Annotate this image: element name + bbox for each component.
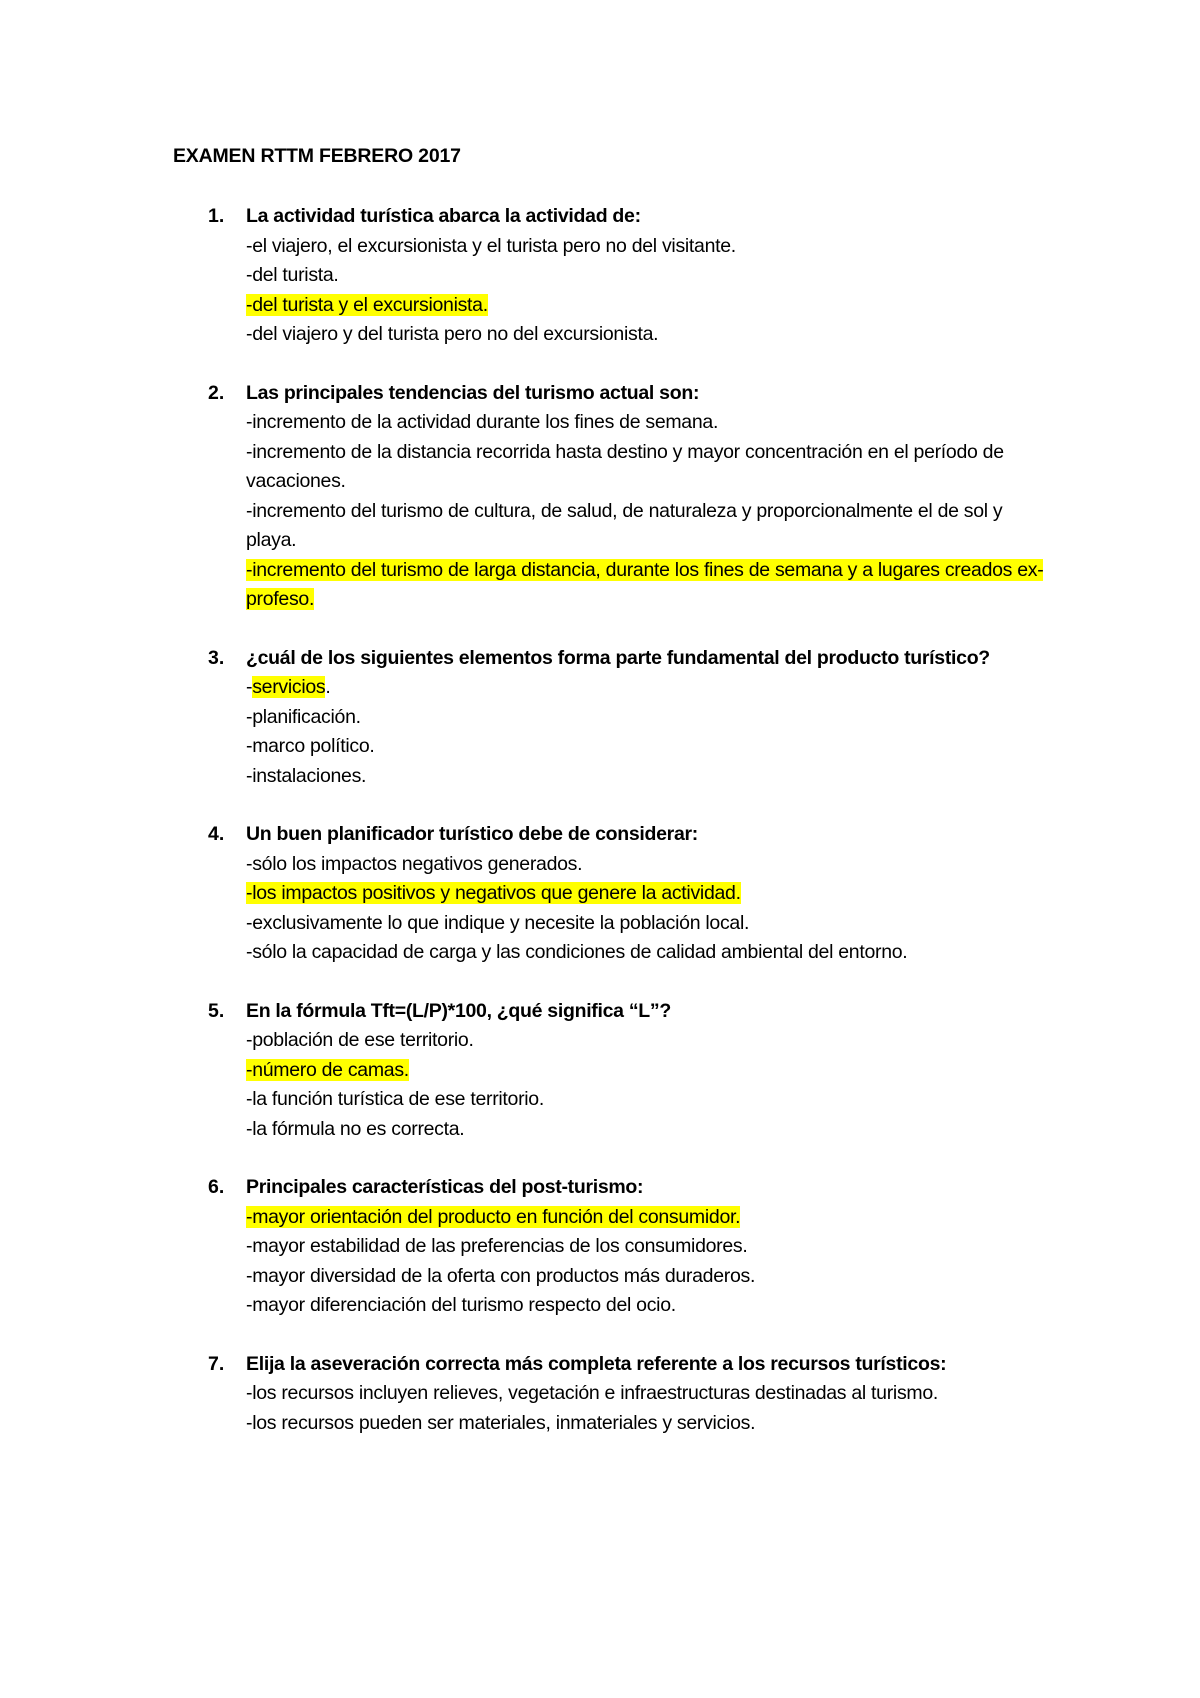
question-body [246, 997, 1046, 1145]
question-text: Elija la aseveración correcta más completa referente a los recursos turísticos: [246, 1352, 947, 1375]
option-text: -mayor diversidad de la oferta con productos más duraderos. [246, 1264, 756, 1287]
answer-option-highlighted [246, 556, 1046, 615]
question-body [246, 379, 1046, 615]
question-item [0, 1173, 1200, 1321]
question-item [0, 820, 1200, 968]
answer-option [246, 1026, 1046, 1056]
answer-option [246, 497, 1046, 556]
question-text: La actividad turística abarca la actividad de: [246, 205, 641, 227]
option-text: -exclusivamente lo que indique y necesite la población local. [246, 911, 750, 934]
answer-option [246, 261, 1046, 291]
option-text: -mayor estabilidad de las preferencias de los consumidores. [246, 1235, 748, 1257]
option-text: -marco político. [246, 735, 375, 757]
question-text: En la fórmula Tft=(L/P)*100, ¿qué significa “L”? [246, 999, 671, 1022]
question-item [0, 202, 1200, 350]
question-body [246, 1350, 1046, 1439]
answer-option-highlighted [246, 291, 1046, 321]
highlighted-answer-text: -número de camas. [246, 1058, 409, 1081]
answer-option [246, 1291, 1046, 1321]
answer-option [246, 703, 1046, 733]
question-text: Las principales tendencias del turismo actual son: [246, 381, 700, 404]
question-item [0, 997, 1200, 1145]
answer-option [246, 1409, 1046, 1439]
option-text: -incremento del turismo de cultura, de salud, de naturaleza y proporcionalmente el de sol y playa. [246, 499, 1003, 551]
question-number: 5. [208, 999, 225, 1022]
question-number: 2. [208, 381, 225, 404]
question-body [246, 820, 1046, 968]
answer-option [246, 732, 1046, 762]
option-text: -sólo la capacidad de carga y las condiciones de calidad ambiental del entorno. [246, 941, 908, 963]
option-text: -población de ese territorio. [246, 1029, 474, 1051]
highlighted-answer-text: -incremento del turismo de larga distancia, durante los fines de semana y a lugares creados ex-profeso. [246, 558, 1044, 610]
highlighted-answer-text: -los impactos positivos y negativos que genere la actividad. [246, 882, 741, 904]
option-text: -instalaciones. [246, 764, 367, 787]
question-number: 3. [208, 646, 225, 669]
option-text: -la función turística de ese territorio. [246, 1088, 544, 1110]
question-text: Principales características del post-turismo: [246, 1176, 644, 1198]
answer-option [246, 1379, 1046, 1409]
question-body [246, 1173, 1046, 1321]
question-body [246, 202, 1046, 350]
answer-option [246, 232, 1046, 262]
answer-option [246, 1232, 1046, 1262]
question-text: ¿cuál de los siguientes elementos forma parte fundamental del producto turístico? [246, 646, 990, 669]
question-item [0, 1350, 1200, 1439]
question-number: 6. [208, 1176, 225, 1198]
question-number: 7. [208, 1352, 225, 1375]
answer-option [246, 850, 1046, 880]
question-number: 4. [208, 823, 225, 845]
question-item [0, 644, 1200, 792]
option-text: -los recursos incluyen relieves, vegetación e infraestructuras destinadas al turismo. [246, 1382, 939, 1404]
question-list [0, 202, 1200, 1467]
option-text: -incremento de la distancia recorrida hasta destino y mayor concentración en el período de vacaciones. [246, 440, 1004, 492]
option-text: -sólo los impactos negativos generados. [246, 852, 583, 875]
highlighted-answer-text: -mayor orientación del producto en función del consumidor. [246, 1205, 741, 1228]
option-text: -el viajero, el excursionista y el turista pero no del visitante. [246, 234, 736, 257]
answer-option-highlighted [246, 879, 1046, 909]
document-title: EXAMEN RTTM FEBRERO 2017 [173, 145, 461, 167]
answer-option-highlighted [246, 673, 1046, 703]
question-text: Un buen planificador turístico debe de considerar: [246, 823, 698, 845]
answer-option-highlighted [246, 1203, 1046, 1233]
answer-option [246, 320, 1046, 350]
option-text: -los recursos pueden ser materiales, inmateriales y servicios. [246, 1411, 756, 1434]
answer-option [246, 909, 1046, 939]
answer-option [246, 762, 1046, 792]
option-text: -del turista. [246, 264, 339, 286]
question-item [0, 379, 1200, 615]
question-number: 1. [208, 205, 225, 227]
highlighted-answer-text: servicios [252, 676, 326, 698]
highlighted-answer-text: -del turista y el excursionista. [246, 293, 488, 316]
option-text: -del viajero y del turista pero no del excursionista. [246, 323, 659, 345]
answer-option [246, 1115, 1046, 1145]
answer-option-highlighted [246, 1056, 1046, 1086]
question-body [246, 644, 1046, 792]
option-text: -la fórmula no es correcta. [246, 1117, 465, 1140]
answer-option [246, 1085, 1046, 1115]
option-suffix: . [325, 676, 331, 698]
option-text: -incremento de la actividad durante los fines de semana. [246, 411, 719, 433]
answer-option [246, 408, 1046, 438]
answer-option [246, 1262, 1046, 1292]
answer-option [246, 938, 1046, 968]
option-prefix: - [246, 676, 253, 698]
option-text: -mayor diferenciación del turismo respecto del ocio. [246, 1294, 676, 1316]
answer-option [246, 438, 1046, 497]
option-text: -planificación. [246, 705, 361, 728]
